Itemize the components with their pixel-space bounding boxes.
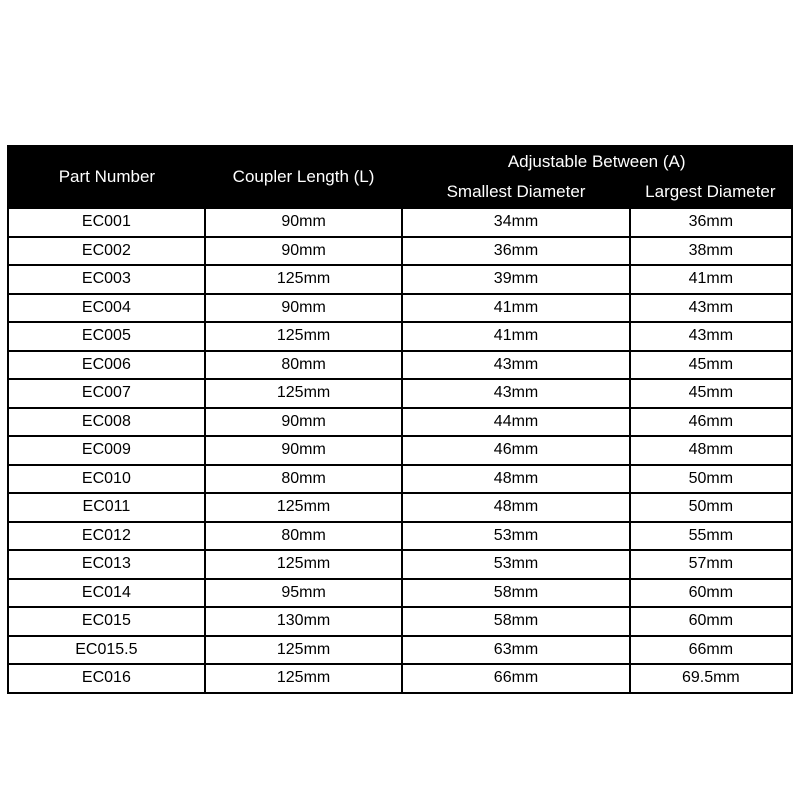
- table-cell: 130mm: [205, 607, 403, 636]
- table-cell: EC015: [8, 607, 205, 636]
- header-largest-diameter: Largest Diameter: [630, 177, 792, 208]
- table-cell: 43mm: [402, 379, 629, 408]
- table-row: [8, 579, 792, 608]
- table-cell: 80mm: [205, 465, 403, 494]
- table-row: [8, 636, 792, 665]
- table-cell: 50mm: [630, 465, 792, 494]
- header-part-number: Part Number: [8, 146, 205, 208]
- table-cell: 48mm: [402, 493, 629, 522]
- table-header: [8, 146, 792, 208]
- table-row: [8, 664, 792, 693]
- table-cell: 38mm: [630, 237, 792, 266]
- table-cell: 48mm: [402, 465, 629, 494]
- table-cell: 80mm: [205, 351, 403, 380]
- table-row: [8, 237, 792, 266]
- table-cell: 125mm: [205, 550, 403, 579]
- table-cell: 63mm: [402, 636, 629, 665]
- table-cell: EC010: [8, 465, 205, 494]
- table-cell: 43mm: [402, 351, 629, 380]
- table-cell: 90mm: [205, 294, 403, 323]
- table-cell: 53mm: [402, 550, 629, 579]
- table-cell: 46mm: [630, 408, 792, 437]
- table-cell: 46mm: [402, 436, 629, 465]
- table-cell: 80mm: [205, 522, 403, 551]
- table-cell: 41mm: [630, 265, 792, 294]
- table-row: [8, 607, 792, 636]
- table-row: [8, 522, 792, 551]
- table-cell: 45mm: [630, 379, 792, 408]
- table-cell: 58mm: [402, 607, 629, 636]
- table-cell: 66mm: [402, 664, 629, 693]
- table-row: [8, 294, 792, 323]
- table-cell: 69.5mm: [630, 664, 792, 693]
- table-row: [8, 408, 792, 437]
- table-row: [8, 351, 792, 380]
- table-cell: EC008: [8, 408, 205, 437]
- table-row: [8, 465, 792, 494]
- table-cell: EC007: [8, 379, 205, 408]
- table-cell: 60mm: [630, 607, 792, 636]
- table-cell: EC012: [8, 522, 205, 551]
- table-cell: 125mm: [205, 379, 403, 408]
- table-row: [8, 379, 792, 408]
- table-cell: EC011: [8, 493, 205, 522]
- table-cell: 50mm: [630, 493, 792, 522]
- table-cell: 55mm: [630, 522, 792, 551]
- header-adjustable-between-group: Adjustable Between (A): [402, 146, 792, 177]
- table-cell: 58mm: [402, 579, 629, 608]
- table-cell: 36mm: [630, 208, 792, 237]
- table-cell: 90mm: [205, 208, 403, 237]
- table-cell: 90mm: [205, 436, 403, 465]
- table-row: [8, 436, 792, 465]
- coupler-spec-table: [7, 145, 793, 694]
- table-cell: EC015.5: [8, 636, 205, 665]
- table-cell: 48mm: [630, 436, 792, 465]
- table-cell: 41mm: [402, 322, 629, 351]
- table-cell: 43mm: [630, 294, 792, 323]
- table-cell: 66mm: [630, 636, 792, 665]
- header-smallest-diameter: Smallest Diameter: [402, 177, 629, 208]
- table-cell: 45mm: [630, 351, 792, 380]
- table-row: [8, 208, 792, 237]
- table-cell: 43mm: [630, 322, 792, 351]
- table-row: [8, 550, 792, 579]
- table-cell: 125mm: [205, 493, 403, 522]
- table-cell: 44mm: [402, 408, 629, 437]
- table-cell: 95mm: [205, 579, 403, 608]
- table-cell: 125mm: [205, 664, 403, 693]
- table-cell: 36mm: [402, 237, 629, 266]
- header-coupler-length: Coupler Length (L): [205, 146, 403, 208]
- table-cell: 90mm: [205, 408, 403, 437]
- table-cell: 57mm: [630, 550, 792, 579]
- table-row: [8, 493, 792, 522]
- table-row: [8, 322, 792, 351]
- table-cell: 34mm: [402, 208, 629, 237]
- table-cell: EC014: [8, 579, 205, 608]
- table-cell: 90mm: [205, 237, 403, 266]
- table-cell: EC009: [8, 436, 205, 465]
- table-cell: 39mm: [402, 265, 629, 294]
- table-cell: EC002: [8, 237, 205, 266]
- table-cell: 125mm: [205, 636, 403, 665]
- table-cell: 125mm: [205, 322, 403, 351]
- table-body: [8, 208, 792, 693]
- table-cell: EC016: [8, 664, 205, 693]
- table-cell: EC013: [8, 550, 205, 579]
- table-cell: 60mm: [630, 579, 792, 608]
- table-cell: EC005: [8, 322, 205, 351]
- table-cell: EC003: [8, 265, 205, 294]
- header-row-group: [8, 146, 792, 177]
- table-row: [8, 265, 792, 294]
- table-cell: 53mm: [402, 522, 629, 551]
- table-cell: EC004: [8, 294, 205, 323]
- table-cell: 125mm: [205, 265, 403, 294]
- table-cell: EC006: [8, 351, 205, 380]
- table-cell: EC001: [8, 208, 205, 237]
- table-cell: 41mm: [402, 294, 629, 323]
